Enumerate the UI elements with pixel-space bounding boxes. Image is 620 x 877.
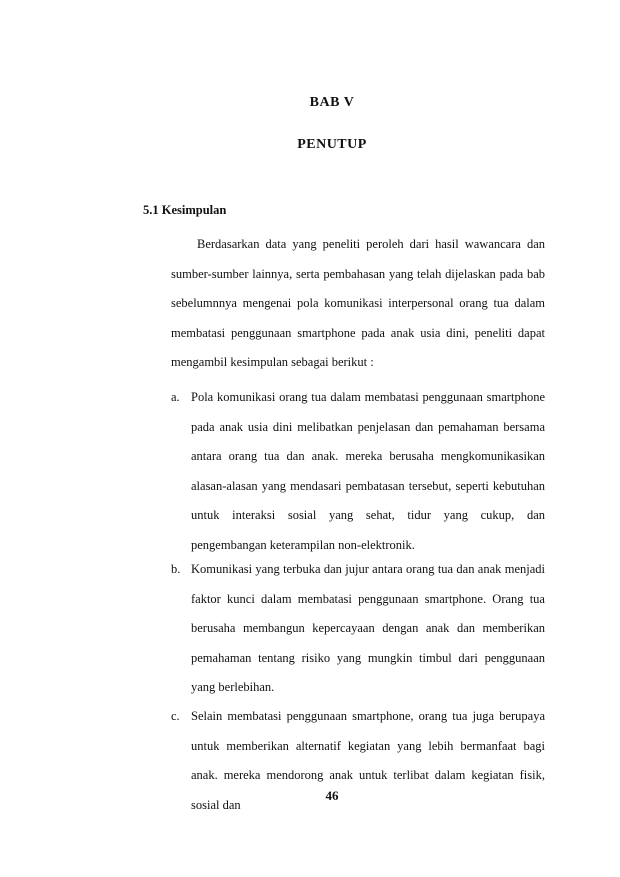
- chapter-title: PENUTUP: [297, 137, 367, 152]
- section-heading: 5.1 Kesimpulan: [143, 203, 227, 217]
- chapter-number: BAB V: [309, 95, 355, 110]
- list-marker: c.: [171, 709, 180, 723]
- conclusion-item: [171, 555, 545, 703]
- conclusion-text: Selain membatasi penggunaan smartphone, orang tua juga berupaya untuk memberikan alternatif kegiatan yang lebih bermanfaat bagi anak. mereka mendorong anak untuk terlibat dalam kegiatan fisik, sosial dan: [191, 709, 545, 812]
- conclusion-text: Komunikasi yang terbuka dan jujur antara orang tua dan anak menjadi faktor kunci dalam membatasi penggunaan smartphone. Orang tua berusaha membangun kepercayaan dengan anak dan memberikan pemahaman tentang risiko yang mungkin timbul dari penggunaan yang berlebihan.: [191, 562, 545, 695]
- page-number: 46: [325, 788, 339, 803]
- conclusion-text: Pola komunikasi orang tua dalam membatasi penggunaan smartphone pada anak usia dini melibatkan penjelasan dan pemahaman bersama antara orang tua dan anak. mereka berusaha mengkomunikasikan alasan-alasan yang mendasari pembatasan tersebut, seperti kebutuhan untuk interaksi sosial yang sehat, tidur yang cukup, dan pengembangan keterampilan non-elektronik.: [191, 390, 545, 552]
- list-marker: b.: [171, 562, 181, 576]
- list-marker: a.: [171, 390, 180, 404]
- conclusion-item: [171, 383, 545, 561]
- intro-paragraph: Berdasarkan data yang peneliti peroleh dari hasil wawancara dan sumber-sumber lainnya, serta pembahasan yang telah dijelaskan pada bab sebelumnnya mengenai pola komunikasi interpersonal orang tua dalam membatasi penggunaan smartphone pada anak usia dini, peneliti dapat mengambil kesimpulan sebagai berikut :: [171, 237, 545, 370]
